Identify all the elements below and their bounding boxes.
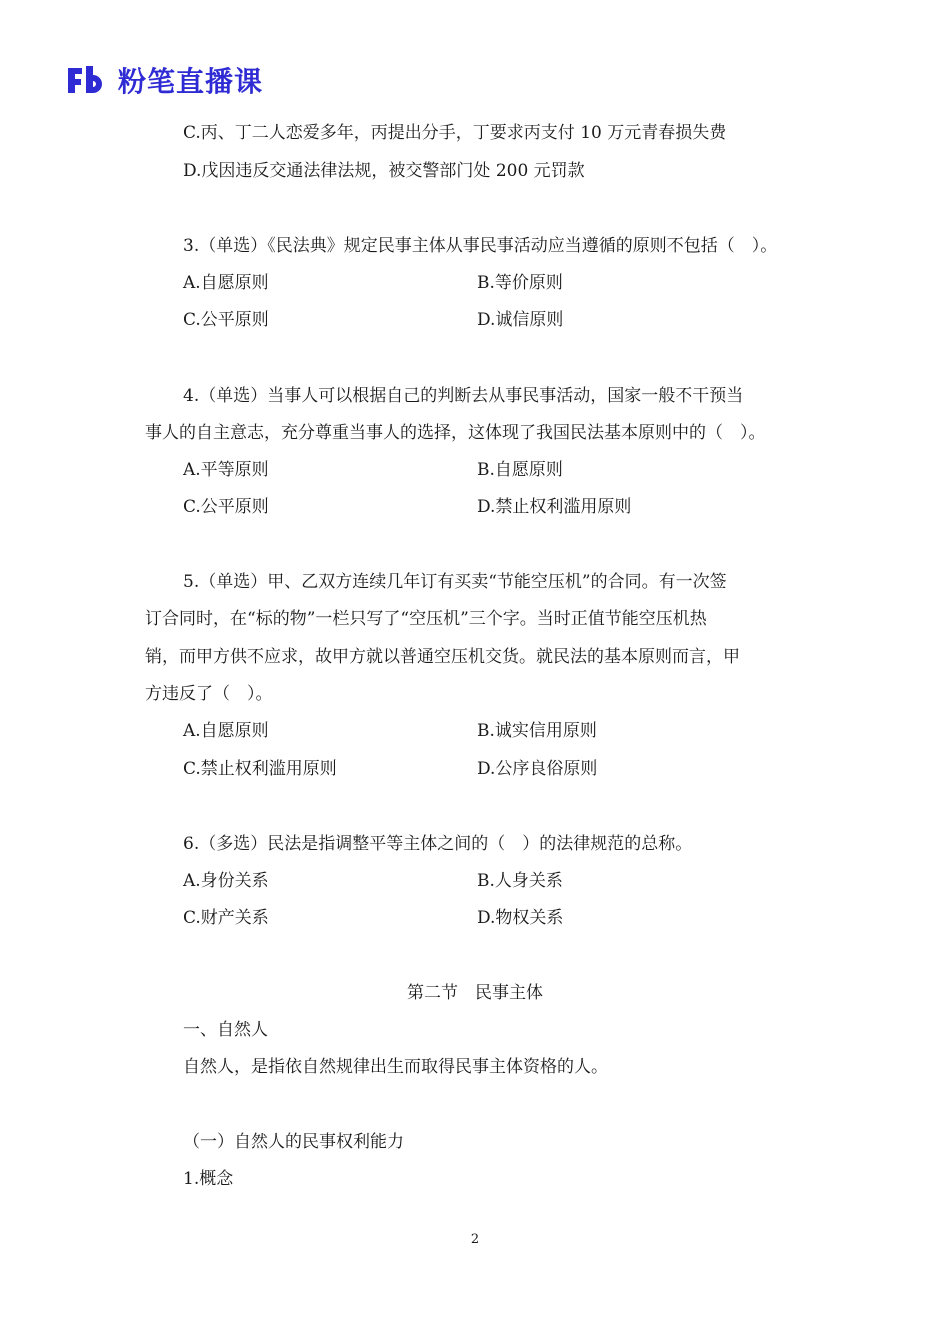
q6-option-b: B.人身关系 [477, 871, 563, 891]
section-definition: 自然人，是指依自然规律出生而取得民事主体资格的人。 [183, 1057, 608, 1077]
q3-stem: 3.（单选）《民法典》规定民事主体从事民事活动应当遵循的原则不包括（ ）。 [183, 236, 778, 256]
q5-option-a: A.自愿原则 [183, 721, 269, 741]
q4-stem-line-2: 事人的自主意志，充分尊重当事人的选择，这体现了我国民法基本原则中的（ ）。 [145, 423, 766, 443]
q3-option-d: D.诚信原则 [477, 310, 564, 330]
section-item-concept: 1.概念 [183, 1169, 234, 1189]
q2-option-d: D.戊因违反交通法律法规，被交警部门处 200 元罚款 [183, 161, 585, 181]
q4-option-d: D.禁止权利滥用原则 [477, 497, 632, 517]
q5-stem-line-1: 5.（单选）甲、乙双方连续几年订有买卖“节能空压机”的合同。有一次签 [183, 572, 727, 592]
q5-option-b: B.诚实信用原则 [477, 721, 597, 741]
q6-option-c: C.财产关系 [183, 908, 269, 928]
q5-option-c: C.禁止权利滥用原则 [183, 759, 337, 779]
section-heading-natural-person: 一、自然人 [183, 1020, 268, 1040]
section-subheading: （一）自然人的民事权利能力 [183, 1132, 404, 1152]
q5-stem-line-4: 方违反了（ ）。 [145, 684, 273, 704]
q3-option-c: C.公平原则 [183, 310, 269, 330]
q4-option-b: B.自愿原则 [477, 460, 563, 480]
q4-option-c: C.公平原则 [183, 497, 269, 517]
fb-logo-icon [66, 64, 110, 96]
q6-option-a: A.身份关系 [183, 871, 269, 891]
q5-stem-line-3: 销，而甲方供不应求，故甲方就以普通空压机交货。就民法的基本原则而言，甲 [145, 647, 740, 667]
brand-logo [66, 60, 263, 100]
section-title: 第二节 民事主体 [407, 983, 543, 1003]
q3-option-a: A.自愿原则 [183, 273, 269, 293]
q3-option-b: B.等价原则 [477, 273, 563, 293]
logo-text: 粉笔直播课 [118, 65, 264, 98]
q4-stem-line-1: 4.（单选）当事人可以根据自己的判断去从事民事活动，国家一般不干预当 [183, 386, 744, 406]
q5-option-d: D.公序良俗原则 [477, 759, 598, 779]
q6-stem: 6.（多选）民法是指调整平等主体之间的（ ）的法律规范的总称。 [183, 834, 693, 854]
page-number: 2 [470, 1232, 480, 1247]
q5-stem-line-2: 订合同时，在“标的物”一栏只写了“空压机”三个字。当时正值节能空压机热 [145, 609, 707, 629]
q4-option-a: A.平等原则 [183, 460, 269, 480]
q6-option-d: D.物权关系 [477, 908, 564, 928]
q2-option-c: C.丙、丁二人恋爱多年，丙提出分手，丁要求丙支付 10 万元青春损失费 [183, 123, 727, 143]
